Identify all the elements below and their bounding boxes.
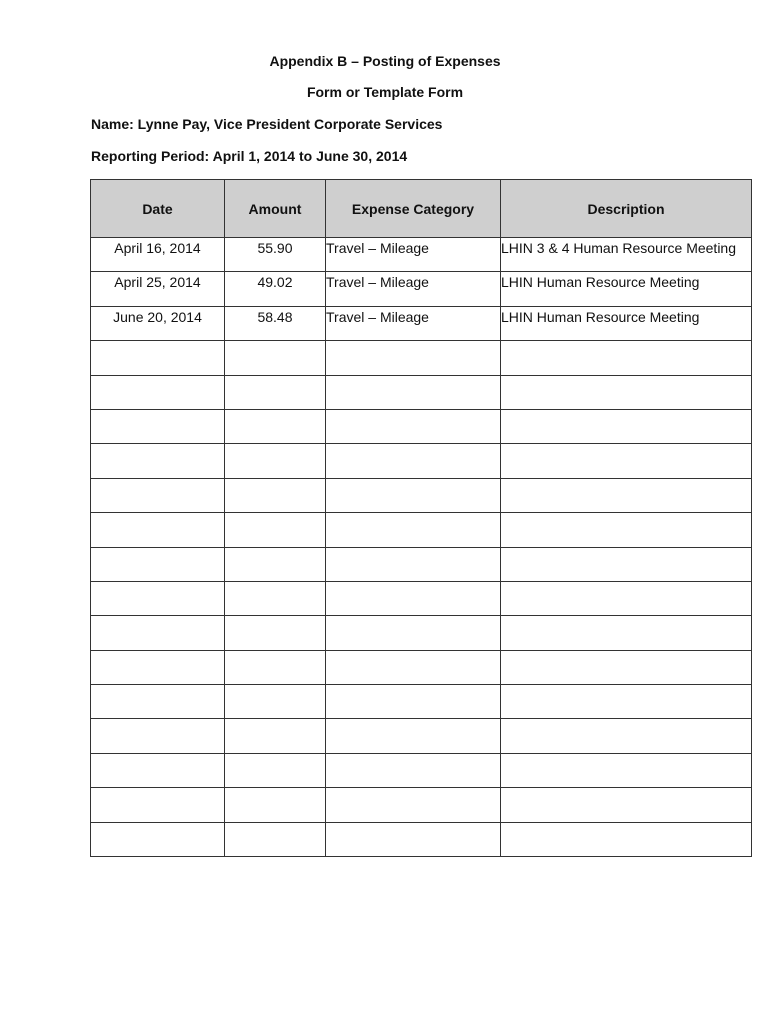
cell-date-empty[interactable] (91, 719, 225, 753)
empty-table-row (91, 616, 752, 650)
cell-expense-category-empty[interactable] (326, 753, 501, 787)
cell-description-empty[interactable] (501, 341, 752, 375)
cell-date-empty[interactable] (91, 478, 225, 512)
cell-description-empty[interactable] (501, 513, 752, 547)
cell-expense-category-empty[interactable] (326, 513, 501, 547)
cell-expense-category-empty[interactable] (326, 685, 501, 719)
cell-expense-category-empty[interactable] (326, 409, 501, 443)
empty-table-row (91, 788, 752, 822)
cell-amount-empty[interactable] (225, 616, 326, 650)
cell-date-empty[interactable] (91, 581, 225, 615)
cell-amount[interactable]: 58.48 (225, 306, 326, 340)
cell-amount-empty[interactable] (225, 547, 326, 581)
cell-description-empty[interactable] (501, 685, 752, 719)
cell-expense-category-empty[interactable] (326, 341, 501, 375)
cell-expense-category-empty[interactable] (326, 375, 501, 409)
cell-description-empty[interactable] (501, 753, 752, 787)
expenses-table (90, 179, 752, 857)
cell-date-empty[interactable] (91, 822, 225, 856)
name-line: Name: Lynne Pay, Vice President Corporate Services (91, 116, 443, 132)
cell-expense-category-empty[interactable] (326, 581, 501, 615)
cell-amount-empty[interactable] (225, 581, 326, 615)
cell-description-empty[interactable] (501, 478, 752, 512)
cell-date-empty[interactable] (91, 341, 225, 375)
cell-amount-empty[interactable] (225, 478, 326, 512)
cell-expense-category-empty[interactable] (326, 478, 501, 512)
table-row (91, 238, 752, 272)
cell-expense-category[interactable]: Travel – Mileage (326, 272, 501, 306)
cell-date-empty[interactable] (91, 753, 225, 787)
cell-date-empty[interactable] (91, 685, 225, 719)
cell-description-empty[interactable] (501, 822, 752, 856)
document-subtitle: Form or Template Form (306, 84, 464, 100)
empty-table-row (91, 822, 752, 856)
empty-table-row (91, 650, 752, 684)
cell-expense-category-empty[interactable] (326, 650, 501, 684)
cell-amount-empty[interactable] (225, 650, 326, 684)
header-amount: Amount (225, 180, 326, 238)
cell-expense-category-empty[interactable] (326, 788, 501, 822)
table-body (91, 238, 752, 857)
cell-date-empty[interactable] (91, 547, 225, 581)
table-header-row (91, 180, 752, 238)
cell-description[interactable]: LHIN Human Resource Meeting (501, 272, 752, 306)
cell-description[interactable]: LHIN 3 & 4 Human Resource Meeting (501, 238, 752, 272)
cell-amount-empty[interactable] (225, 685, 326, 719)
cell-date-empty[interactable] (91, 375, 225, 409)
cell-date-empty[interactable] (91, 513, 225, 547)
cell-amount-empty[interactable] (225, 719, 326, 753)
reporting-period-line: Reporting Period: April 1, 2014 to June 30, 2014 (91, 148, 408, 164)
cell-expense-category[interactable]: Travel – Mileage (326, 306, 501, 340)
empty-table-row (91, 719, 752, 753)
empty-table-row (91, 444, 752, 478)
header-date: Date (91, 180, 225, 238)
cell-description-empty[interactable] (501, 581, 752, 615)
cell-expense-category-empty[interactable] (326, 719, 501, 753)
cell-amount-empty[interactable] (225, 788, 326, 822)
cell-expense-category-empty[interactable] (326, 444, 501, 478)
document-title: Appendix B – Posting of Expenses (269, 53, 501, 69)
cell-date[interactable]: April 25, 2014 (91, 272, 225, 306)
table-row (91, 272, 752, 306)
empty-table-row (91, 375, 752, 409)
cell-date-empty[interactable] (91, 788, 225, 822)
empty-table-row (91, 581, 752, 615)
cell-description-empty[interactable] (501, 788, 752, 822)
cell-date[interactable]: June 20, 2014 (91, 306, 225, 340)
cell-date-empty[interactable] (91, 444, 225, 478)
cell-description-empty[interactable] (501, 616, 752, 650)
cell-amount-empty[interactable] (225, 341, 326, 375)
cell-amount-empty[interactable] (225, 444, 326, 478)
cell-amount-empty[interactable] (225, 753, 326, 787)
cell-amount-empty[interactable] (225, 513, 326, 547)
cell-description-empty[interactable] (501, 375, 752, 409)
cell-expense-category-empty[interactable] (326, 822, 501, 856)
empty-table-row (91, 409, 752, 443)
empty-table-row (91, 753, 752, 787)
empty-table-row (91, 547, 752, 581)
cell-description-empty[interactable] (501, 409, 752, 443)
cell-date[interactable]: April 16, 2014 (91, 238, 225, 272)
cell-amount-empty[interactable] (225, 822, 326, 856)
cell-amount-empty[interactable] (225, 375, 326, 409)
cell-description-empty[interactable] (501, 547, 752, 581)
header-description: Description (501, 180, 752, 238)
empty-table-row (91, 685, 752, 719)
cell-date-empty[interactable] (91, 616, 225, 650)
cell-amount[interactable]: 49.02 (225, 272, 326, 306)
cell-description-empty[interactable] (501, 650, 752, 684)
empty-table-row (91, 513, 752, 547)
header-expense-category: Expense Category (326, 180, 501, 238)
cell-expense-category[interactable]: Travel – Mileage (326, 238, 501, 272)
cell-description[interactable]: LHIN Human Resource Meeting (501, 306, 752, 340)
cell-expense-category-empty[interactable] (326, 547, 501, 581)
empty-table-row (91, 341, 752, 375)
cell-amount-empty[interactable] (225, 409, 326, 443)
cell-date-empty[interactable] (91, 409, 225, 443)
cell-expense-category-empty[interactable] (326, 616, 501, 650)
table-row (91, 306, 752, 340)
cell-description-empty[interactable] (501, 444, 752, 478)
cell-date-empty[interactable] (91, 650, 225, 684)
empty-table-row (91, 478, 752, 512)
cell-description-empty[interactable] (501, 719, 752, 753)
cell-amount[interactable]: 55.90 (225, 238, 326, 272)
